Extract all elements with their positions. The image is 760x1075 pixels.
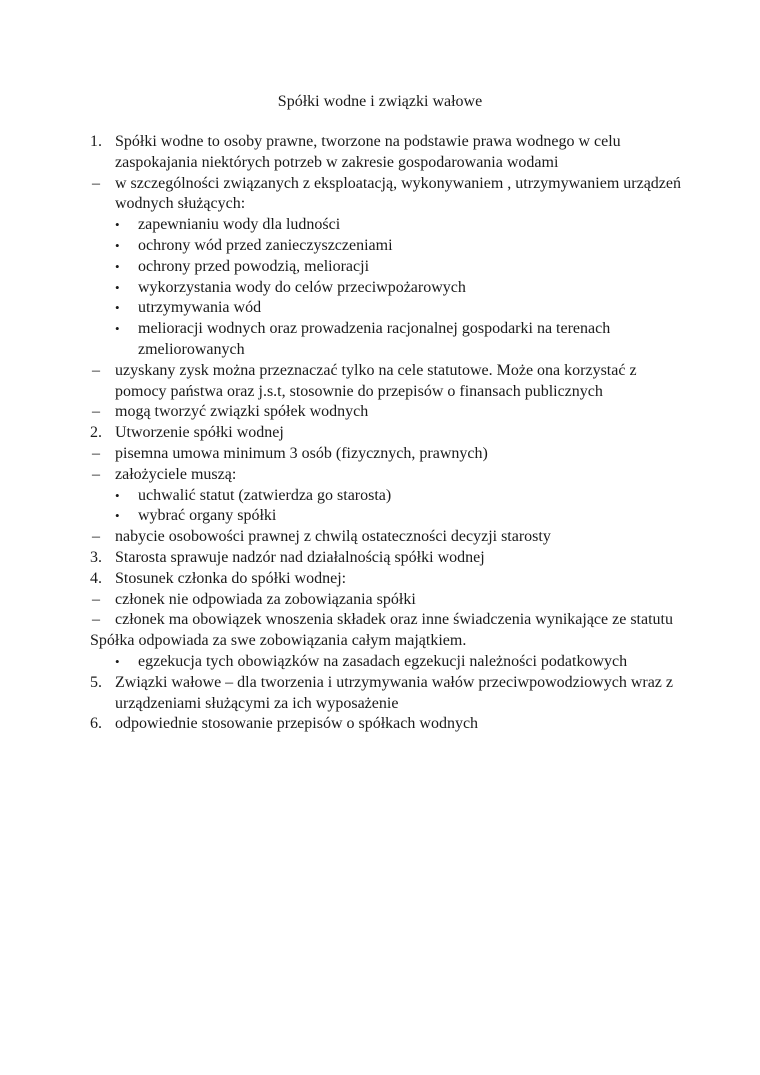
list-item-text: członek ma obowiązek wnoszenia składek oraz inne świadczenia wynikające ze statutu <box>115 611 673 629</box>
list-item-num <box>90 132 690 174</box>
list-item-text: egzekucja tych obowiązków na zasadach egzekucji należności podatkowych <box>138 652 628 670</box>
list-item-text: wykorzystania wody do celów przeciwpożarowych <box>138 278 466 296</box>
list-item-text: Spółki wodne to osoby prawne, tworzone na podstawie prawa wodnego w celu zaspokajania niektórych potrzeb w zakresie gospodarowania wodami <box>115 133 621 171</box>
bullet-marker: • <box>115 321 120 337</box>
list-item-text: w szczególności związanych z eksploatacją, wykonywaniem , utrzymywaniem urządzeń wodnych służących: <box>115 174 681 213</box>
document-title: Spółki wodne i związki wałowe <box>277 93 483 110</box>
dash-marker: – <box>92 444 100 462</box>
list-item-dash <box>90 465 690 486</box>
list-item-text: melioracji wodnych oraz prowadzenia racjonalnej gospodarki na terenach zmeliorowanych <box>138 320 611 358</box>
list-item-text: Spółka odpowiada za swe zobowiązania całym majątkiem. <box>90 632 467 650</box>
list-item-bullet <box>90 236 690 257</box>
list-number: 1. <box>90 133 102 150</box>
list-item-text: uchwalić statut (zatwierdza go starosta) <box>138 486 392 504</box>
list-item-text: mogą tworzyć związki spółek wodnych <box>115 403 369 421</box>
list-item-dash <box>90 444 690 465</box>
list-item-text: Starosta sprawuje nadzór nad działalnością spółki wodnej <box>115 548 485 566</box>
list-item-num <box>90 569 690 590</box>
paragraph-line <box>90 631 690 652</box>
dash-marker: – <box>92 403 100 421</box>
list-item-text: ochrony wód przed zanieczyszczeniami <box>138 236 393 254</box>
list-item-text: pisemna umowa minimum 3 osób (fizycznych, prawnych) <box>115 444 488 462</box>
list-item-text: Utworzenie spółki wodnej <box>115 424 284 442</box>
list-number: 6. <box>90 715 102 733</box>
dash-marker: – <box>92 528 100 546</box>
list-item-text: założyciele muszą: <box>115 465 237 483</box>
list-item-text: utrzymywania wód <box>138 299 262 317</box>
bullet-marker: • <box>115 487 120 503</box>
list-item-num <box>90 714 690 735</box>
dash-marker: – <box>92 465 100 483</box>
list-item-dash <box>90 527 690 548</box>
bullet-marker: • <box>115 300 120 316</box>
list-item-bullet <box>90 215 690 236</box>
list-number: 2. <box>90 424 102 442</box>
dash-marker: – <box>92 611 100 629</box>
bullet-marker: • <box>115 217 120 233</box>
list-item-dash <box>90 361 690 403</box>
list-item-bullet <box>90 652 690 673</box>
list-item-bullet <box>90 486 690 507</box>
bullet-marker: • <box>115 653 120 669</box>
list-item-dash <box>90 402 690 423</box>
list-item-bullet <box>90 319 690 361</box>
list-item-bullet <box>90 506 690 527</box>
list-item-text: ochrony przed powodzią, melioracji <box>138 257 370 275</box>
list-number: 4. <box>90 569 102 587</box>
list-number: 3. <box>90 548 102 566</box>
dash-marker: – <box>92 174 100 192</box>
list-item-bullet <box>90 278 690 299</box>
list-item-text: zapewnianiu wody dla ludności <box>138 216 341 234</box>
bullet-marker: • <box>115 508 120 524</box>
list-item-text: wybrać organy spółki <box>138 507 277 525</box>
list-item-num <box>90 548 690 569</box>
list-item-dash <box>90 174 690 216</box>
dash-marker: – <box>92 361 100 379</box>
list-item-dash <box>90 610 690 631</box>
list-item-dash <box>90 590 690 611</box>
list-number: 5. <box>90 673 102 691</box>
list-item-text: uzyskany zysk można przeznaczać tylko na cele statutowe. Może ona korzystać z pomocy państwa oraz j.s.t, stosownie do przepisów o finansach publicznych <box>115 361 637 400</box>
bullet-marker: • <box>115 258 120 274</box>
list-item-num <box>90 423 690 444</box>
bullet-marker: • <box>115 237 120 253</box>
list-item-text: Stosunek członka do spółki wodnej: <box>115 569 347 587</box>
list-item-text: członek nie odpowiada za zobowiązania spółki <box>115 590 416 608</box>
list-item-text: nabycie osobowości prawnej z chwilą ostateczności decyzji starosty <box>115 528 551 546</box>
list-item-bullet <box>90 298 690 319</box>
bullet-marker: • <box>115 279 120 295</box>
document-body <box>90 132 690 735</box>
list-item-text: odpowiednie stosowanie przepisów o spółkach wodnych <box>115 715 479 733</box>
dash-marker: – <box>92 590 100 608</box>
list-item-bullet <box>90 257 690 278</box>
list-item-text: Związki wałowe – dla tworzenia i utrzymywania wałów przeciwpowodziowych wraz z urządzeniami służącymi za ich wyposażenie <box>115 673 674 712</box>
list-item-num <box>90 673 690 715</box>
